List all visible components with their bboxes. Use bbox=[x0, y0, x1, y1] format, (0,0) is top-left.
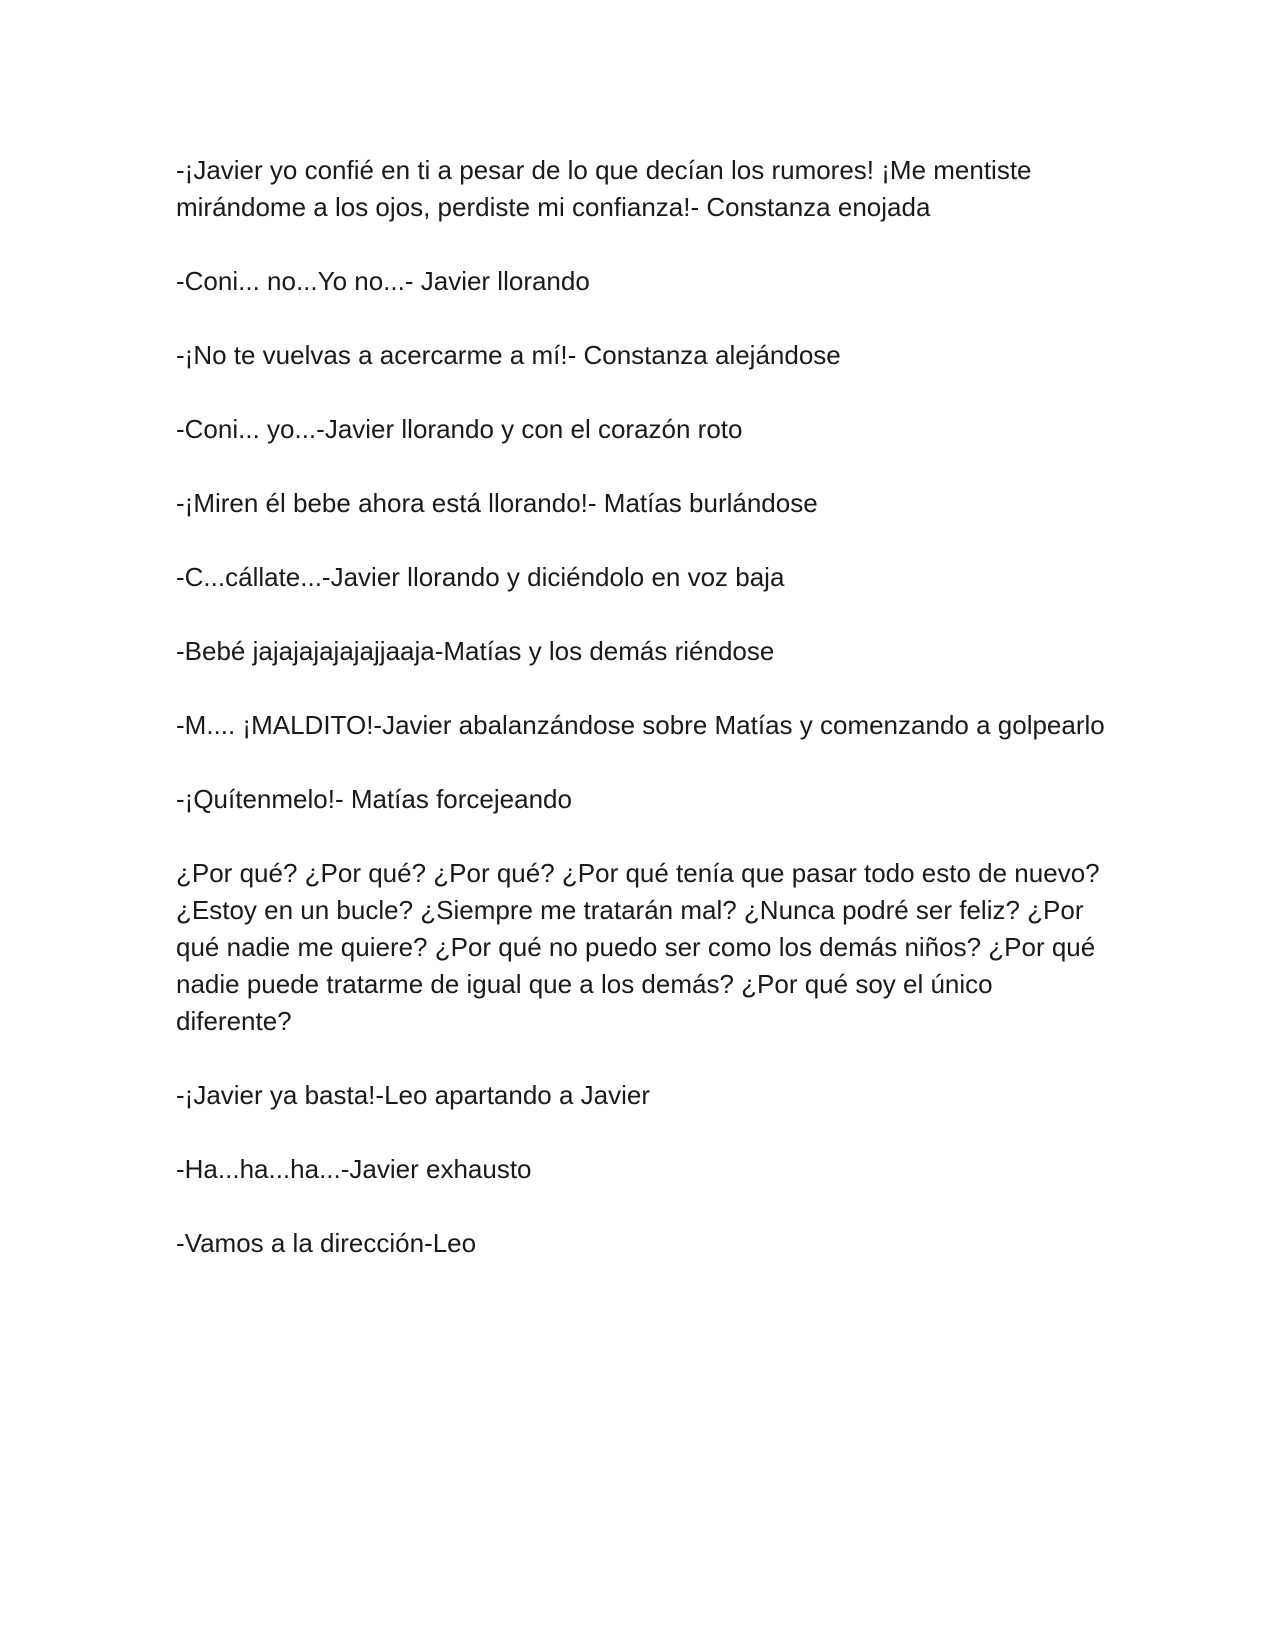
paragraph-3: -¡No te vuelvas a acercarme a mí!- Constanza alejándose bbox=[176, 340, 841, 370]
paragraph-13: -Vamos a la dirección-Leo bbox=[176, 1228, 477, 1258]
paragraph-6: -C...cállate...-Javier llorando y diciéndolo en voz baja bbox=[176, 562, 785, 592]
paragraph-11: -¡Javier ya basta!-Leo apartando a Javier bbox=[176, 1080, 651, 1110]
paragraph-1: -¡Javier yo confié en ti a pesar de lo que decían los rumores! ¡Me mentiste mirándome a los ojos, perdiste mi confianza!- Constanza enojada bbox=[176, 155, 1032, 222]
paragraph-9: -¡Quítenmelo!- Matías forcejeando bbox=[176, 784, 572, 814]
paragraph-7: -Bebé jajajajajajajjaaja-Matías y los demás riéndose bbox=[176, 636, 775, 666]
paragraph-12: -Ha...ha...ha...-Javier exhausto bbox=[176, 1154, 532, 1184]
paragraph-2: -Coni... no...Yo no...- Javier llorando bbox=[176, 266, 590, 296]
document-body bbox=[176, 152, 1106, 1299]
paragraph-4: -Coni... yo...-Javier llorando y con el corazón roto bbox=[176, 414, 743, 444]
paragraph-10: ¿Por qué? ¿Por qué? ¿Por qué? ¿Por qué tenía que pasar todo esto de nuevo? ¿Estoy en un bucle? ¿Siempre me tratarán mal? ¿Nunca podré ser feliz? ¿Por qué nadie me quiere? ¿Por qué no puedo ser como los demás niños? ¿Por qué nadie puede tratarme de igual que a los demás? ¿Por qué soy el único diferente? bbox=[176, 858, 1100, 1036]
paragraph-5: -¡Miren él bebe ahora está llorando!- Matías burlándose bbox=[176, 488, 818, 518]
paragraph-8: -M.... ¡MALDITO!-Javier abalanzándose sobre Matías y comenzando a golpearlo bbox=[176, 710, 1105, 740]
